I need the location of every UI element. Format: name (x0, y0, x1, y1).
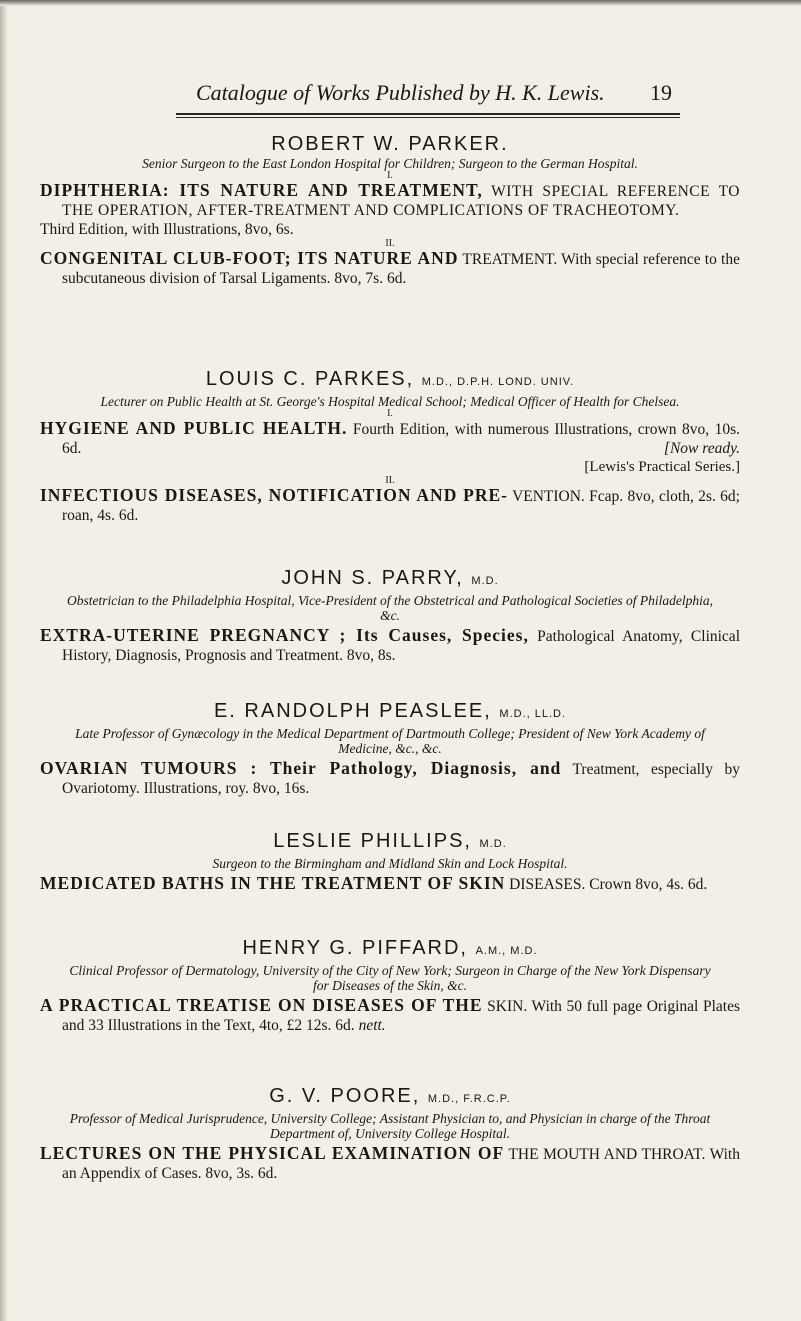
work-details: VENTION. Fcap. 8vo, cloth, 2s. 6d; roan, 4s. 6d. (62, 488, 740, 524)
work-title: LECTURES ON THE PHYSICAL EXAMINATION OF (40, 1143, 505, 1163)
author-name: ROBERT W. PARKER. (271, 133, 509, 155)
author-affiliation: Late Professor of Gynæcology in the Medical Department of Dartmouth College; President of New York Academy of Medicine, &c., &c. (75, 726, 705, 756)
work-details: Fourth Edition, with numerous Illustrations, crown 8vo, 10s. 6d. (62, 421, 741, 457)
work-title: MEDICATED BATHS IN THE TREATMENT OF SKIN (40, 873, 506, 893)
work-title: OVARIAN TUMOURS : Their Pathology, Diagnosis, and (40, 758, 562, 778)
series-note: [Lewis's Practical Series.] (584, 459, 740, 475)
work-title: DIPHTHERIA: ITS NATURE AND TREATMENT, (40, 180, 483, 200)
work-edition: Third Edition, with Illustrations, 8vo, 6s. (40, 221, 294, 238)
author-affiliation: Professor of Medical Jurisprudence, University College; Assistant Physician to, and Physician in charge of the Throat Department of, University College Hospital. (69, 1111, 711, 1141)
work-title: CONGENITAL CLUB-FOOT; ITS NATURE AND (40, 248, 459, 268)
work-details: Pathological Anatomy, Clinical History, Diagnosis, Prognosis and Treatment. 8vo, 8s. (62, 628, 740, 664)
work-details: TREATMENT. With special reference to the subcutaneous division of Tarsal Ligaments. 8vo, 7s. 6d. (62, 251, 740, 287)
page-number: 19 (650, 80, 672, 105)
author-name: LOUIS C. PARKES, (205, 368, 415, 390)
author-affiliation: Surgeon to the Birmingham and Midland Skin and Lock Hospital. (212, 856, 568, 871)
author-degrees: M.D. (471, 575, 499, 587)
author-name: JOHN S. PARRY, (281, 567, 464, 589)
work-numeral: II. (385, 475, 395, 486)
catalogue-entry (40, 830, 740, 894)
work-entry (40, 759, 740, 798)
author-degrees: M.D., LL.D. (499, 708, 567, 720)
author-degrees: M.D. (479, 838, 507, 850)
work-entry (40, 626, 740, 665)
work-numeral: I. (387, 408, 393, 419)
catalogue-entry (40, 133, 740, 288)
work-entry (40, 996, 740, 1035)
work-title: HYGIENE AND PUBLIC HEALTH. (40, 418, 348, 438)
work-title: A PRACTICAL TREATISE ON DISEASES OF THE (40, 995, 483, 1015)
running-head: Catalogue of Works Published by H. K. Lewis. (196, 80, 605, 105)
author-heading (40, 830, 740, 855)
work-title: INFECTIOUS DISEASES, NOTIFICATION AND PRE- (40, 485, 508, 505)
header-rule-thin (176, 117, 680, 118)
catalogue-entry (40, 1085, 740, 1183)
author-degrees: M.D., D.P.H. LOND. UNIV. (421, 376, 575, 388)
author-affiliation: Clinical Professor of Dermatology, University of the City of New York; Surgeon in Charge of the New York Dispensary for Diseases of the Skin, &c. (69, 963, 711, 993)
author-heading (40, 937, 740, 962)
work-entry (40, 419, 740, 458)
catalogue-entry (40, 567, 740, 665)
catalogue-entry (40, 368, 740, 525)
work-entry (40, 181, 740, 220)
work-details: Treatment, especially by Ovariotomy. Illustrations, roy. 8vo, 16s. (62, 761, 740, 797)
author-heading (40, 700, 740, 725)
work-title: EXTRA-UTERINE PREGNANCY ; Its Causes, Species, (40, 625, 529, 645)
author-name: LESLIE PHILLIPS, (273, 830, 472, 852)
work-entry (40, 486, 740, 525)
work-numeral: I. (387, 170, 393, 181)
author-name: G. V. POORE, (269, 1085, 421, 1107)
catalogue-entry (40, 937, 740, 1035)
author-affiliation: Obstetrician to the Philadelphia Hospital, Vice-President of the Obstetrical and Pathological Societies of Philadelphia, &c. (66, 593, 714, 623)
work-entry (40, 249, 740, 288)
work-details: THE MOUTH AND THROAT. With an Appendix of Cases. 8vo, 3s. 6d. (62, 1146, 740, 1182)
work-price-suffix: nett. (358, 1017, 386, 1034)
author-heading (40, 567, 740, 592)
work-numeral: II. (385, 238, 395, 249)
work-details: WITH SPECIAL REFERENCE TO THE OPERATION, AFTER-TREATMENT AND COMPLICATIONS OF TRACHEOTOMY. (62, 183, 741, 219)
author-name: HENRY G. PIFFARD, (242, 937, 468, 959)
work-entry (40, 1144, 740, 1183)
work-status: [Now ready. (663, 440, 740, 457)
header-rule (176, 113, 680, 115)
author-degrees: M.D., F.R.C.P. (427, 1093, 511, 1105)
author-heading (40, 368, 740, 393)
author-heading (40, 1085, 740, 1110)
author-degrees: A.M., M.D. (475, 945, 538, 957)
work-entry (40, 874, 740, 894)
author-affiliation: Lecturer on Public Health at St. George's Hospital Medical School; Medical Officer of Health for Chelsea. (100, 394, 680, 409)
work-details: DISEASES. Crown 8vo, 4s. 6d. (509, 876, 708, 893)
work-details: SKIN. With 50 full page Original Plates and 33 Illustrations in the Text, 4to, £2 12s. 6d. (62, 998, 740, 1034)
author-name: E. RANDOLPH PEASLEE, (213, 700, 492, 722)
catalogue-entry (40, 700, 740, 798)
author-affiliation: Senior Surgeon to the East London Hospital for Children; Surgeon to the German Hospital. (142, 156, 638, 171)
